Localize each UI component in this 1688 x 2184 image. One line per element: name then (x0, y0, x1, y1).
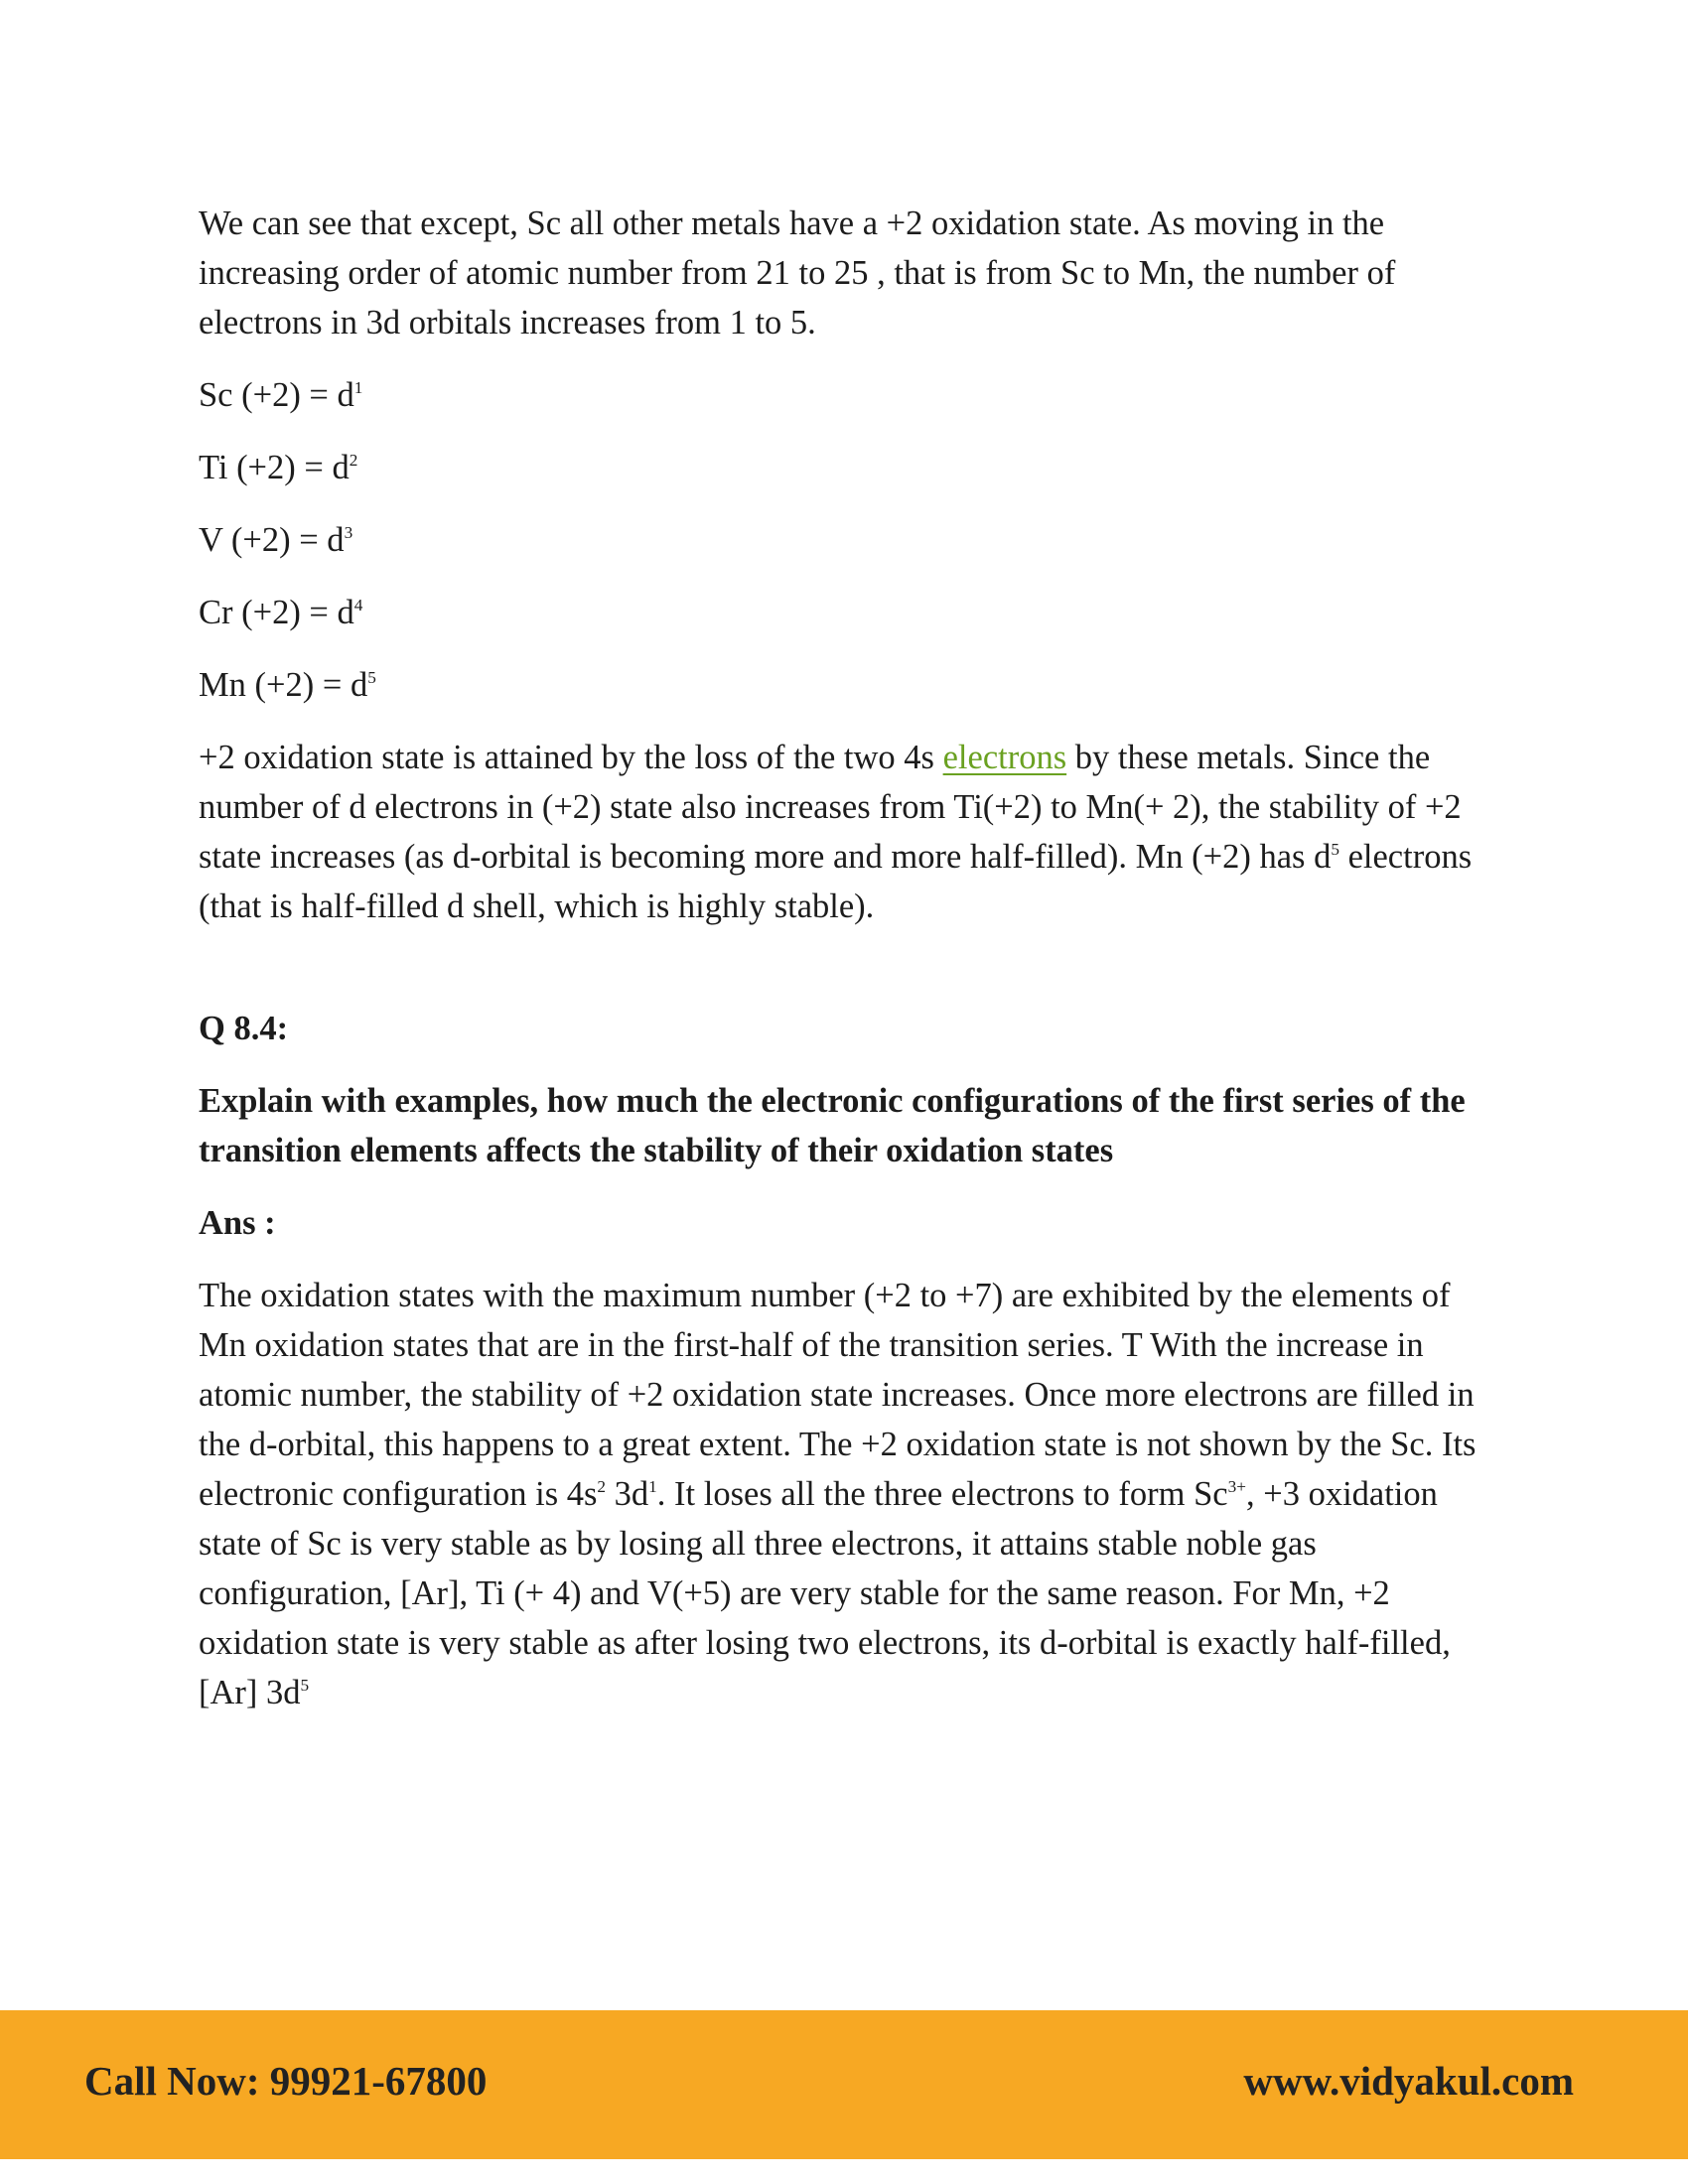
stability-paragraph (199, 733, 1499, 931)
intro-paragraph: We can see that except, Sc all other metals have a +2 oxidation state. As moving in the increasing order of atomic number from 21 to 25 , that is from Sc to Mn, the number of electrons in 3d orbitals increases from 1 to 5. (199, 205, 1396, 341)
config-label: V (+2) = d (199, 521, 345, 559)
answer-label: Ans : (199, 1204, 276, 1242)
question-number: Q 8.4: (199, 1010, 289, 1047)
answer-text-2: 3d (606, 1475, 649, 1513)
config-v (199, 515, 1499, 565)
config-superscript: 2 (349, 451, 358, 471)
config-label: Sc (+2) = d (199, 376, 354, 414)
config-label: Mn (+2) = d (199, 666, 368, 704)
footer-banner (0, 2010, 1688, 2159)
website-link[interactable]: www.vidyakul.com (1243, 2058, 1574, 2104)
answer-paragraph (199, 1271, 1499, 1717)
config-label: Cr (+2) = d (199, 594, 354, 631)
stability-superscript: 5 (1331, 840, 1339, 860)
call-now-phone[interactable]: Call Now: 99921-67800 (84, 2058, 488, 2104)
answer-superscript-1: 2 (597, 1477, 607, 1497)
answer-superscript-2: 1 (648, 1477, 657, 1497)
answer-text-1: The oxidation states with the maximum number (+2 to +7) are exhibited by the elements of Mn oxidation states that are in the first-half of the transition series. T With the increase in atomic number, the stability of +2 oxidation state increases. Once more electrons are filled in the d-orbital, this happens to a great extent. The +2 oxidation state is not shown by the Sc. Its electronic configuration is 4s (199, 1277, 1477, 1513)
config-ti (199, 443, 1499, 492)
stability-text-1: +2 oxidation state is attained by the loss of the two 4s (199, 739, 943, 776)
electrons-link[interactable]: electrons (942, 739, 1067, 776)
config-superscript: 3 (344, 523, 353, 543)
page-content (199, 199, 1499, 1717)
config-superscript: 4 (353, 596, 363, 615)
config-cr (199, 588, 1499, 637)
answer-text-4: , +3 oxidation state of Sc is very stable as by losing all three electrons, it attains stable noble gas configuration, [Ar], Ti (+ 4) and V(+5) are very stable for the same reason. For Mn, +2 oxidation state is very stable as after losing two electrons, its d-orbital is exactly half-filled, [Ar] 3d (199, 1475, 1451, 1711)
stability-text-3: electrons (that is half-filled d shell, which is highly stable). (199, 838, 1473, 925)
config-label: Ti (+2) = d (199, 449, 350, 486)
config-superscript: 1 (353, 378, 363, 398)
stability-text-2: by these metals. Since the number of d electrons in (+2) state also increases from Ti(+2) to Mn(+ 2), the stability of +2 state increases (as d-orbital is becoming more and more half-filled). Mn (+2) has d (199, 739, 1462, 876)
answer-superscript-3: 3+ (1227, 1477, 1246, 1497)
question-text: Explain with examples, how much the electronic configurations of the first series of the transition elements affects the stability of their oxidation states (199, 1082, 1466, 1169)
config-mn (199, 660, 1499, 710)
config-sc (199, 370, 1499, 420)
config-superscript: 5 (367, 668, 376, 688)
answer-superscript-4: 5 (300, 1676, 310, 1696)
answer-text-3: . It loses all the three electrons to form Sc (656, 1475, 1228, 1513)
